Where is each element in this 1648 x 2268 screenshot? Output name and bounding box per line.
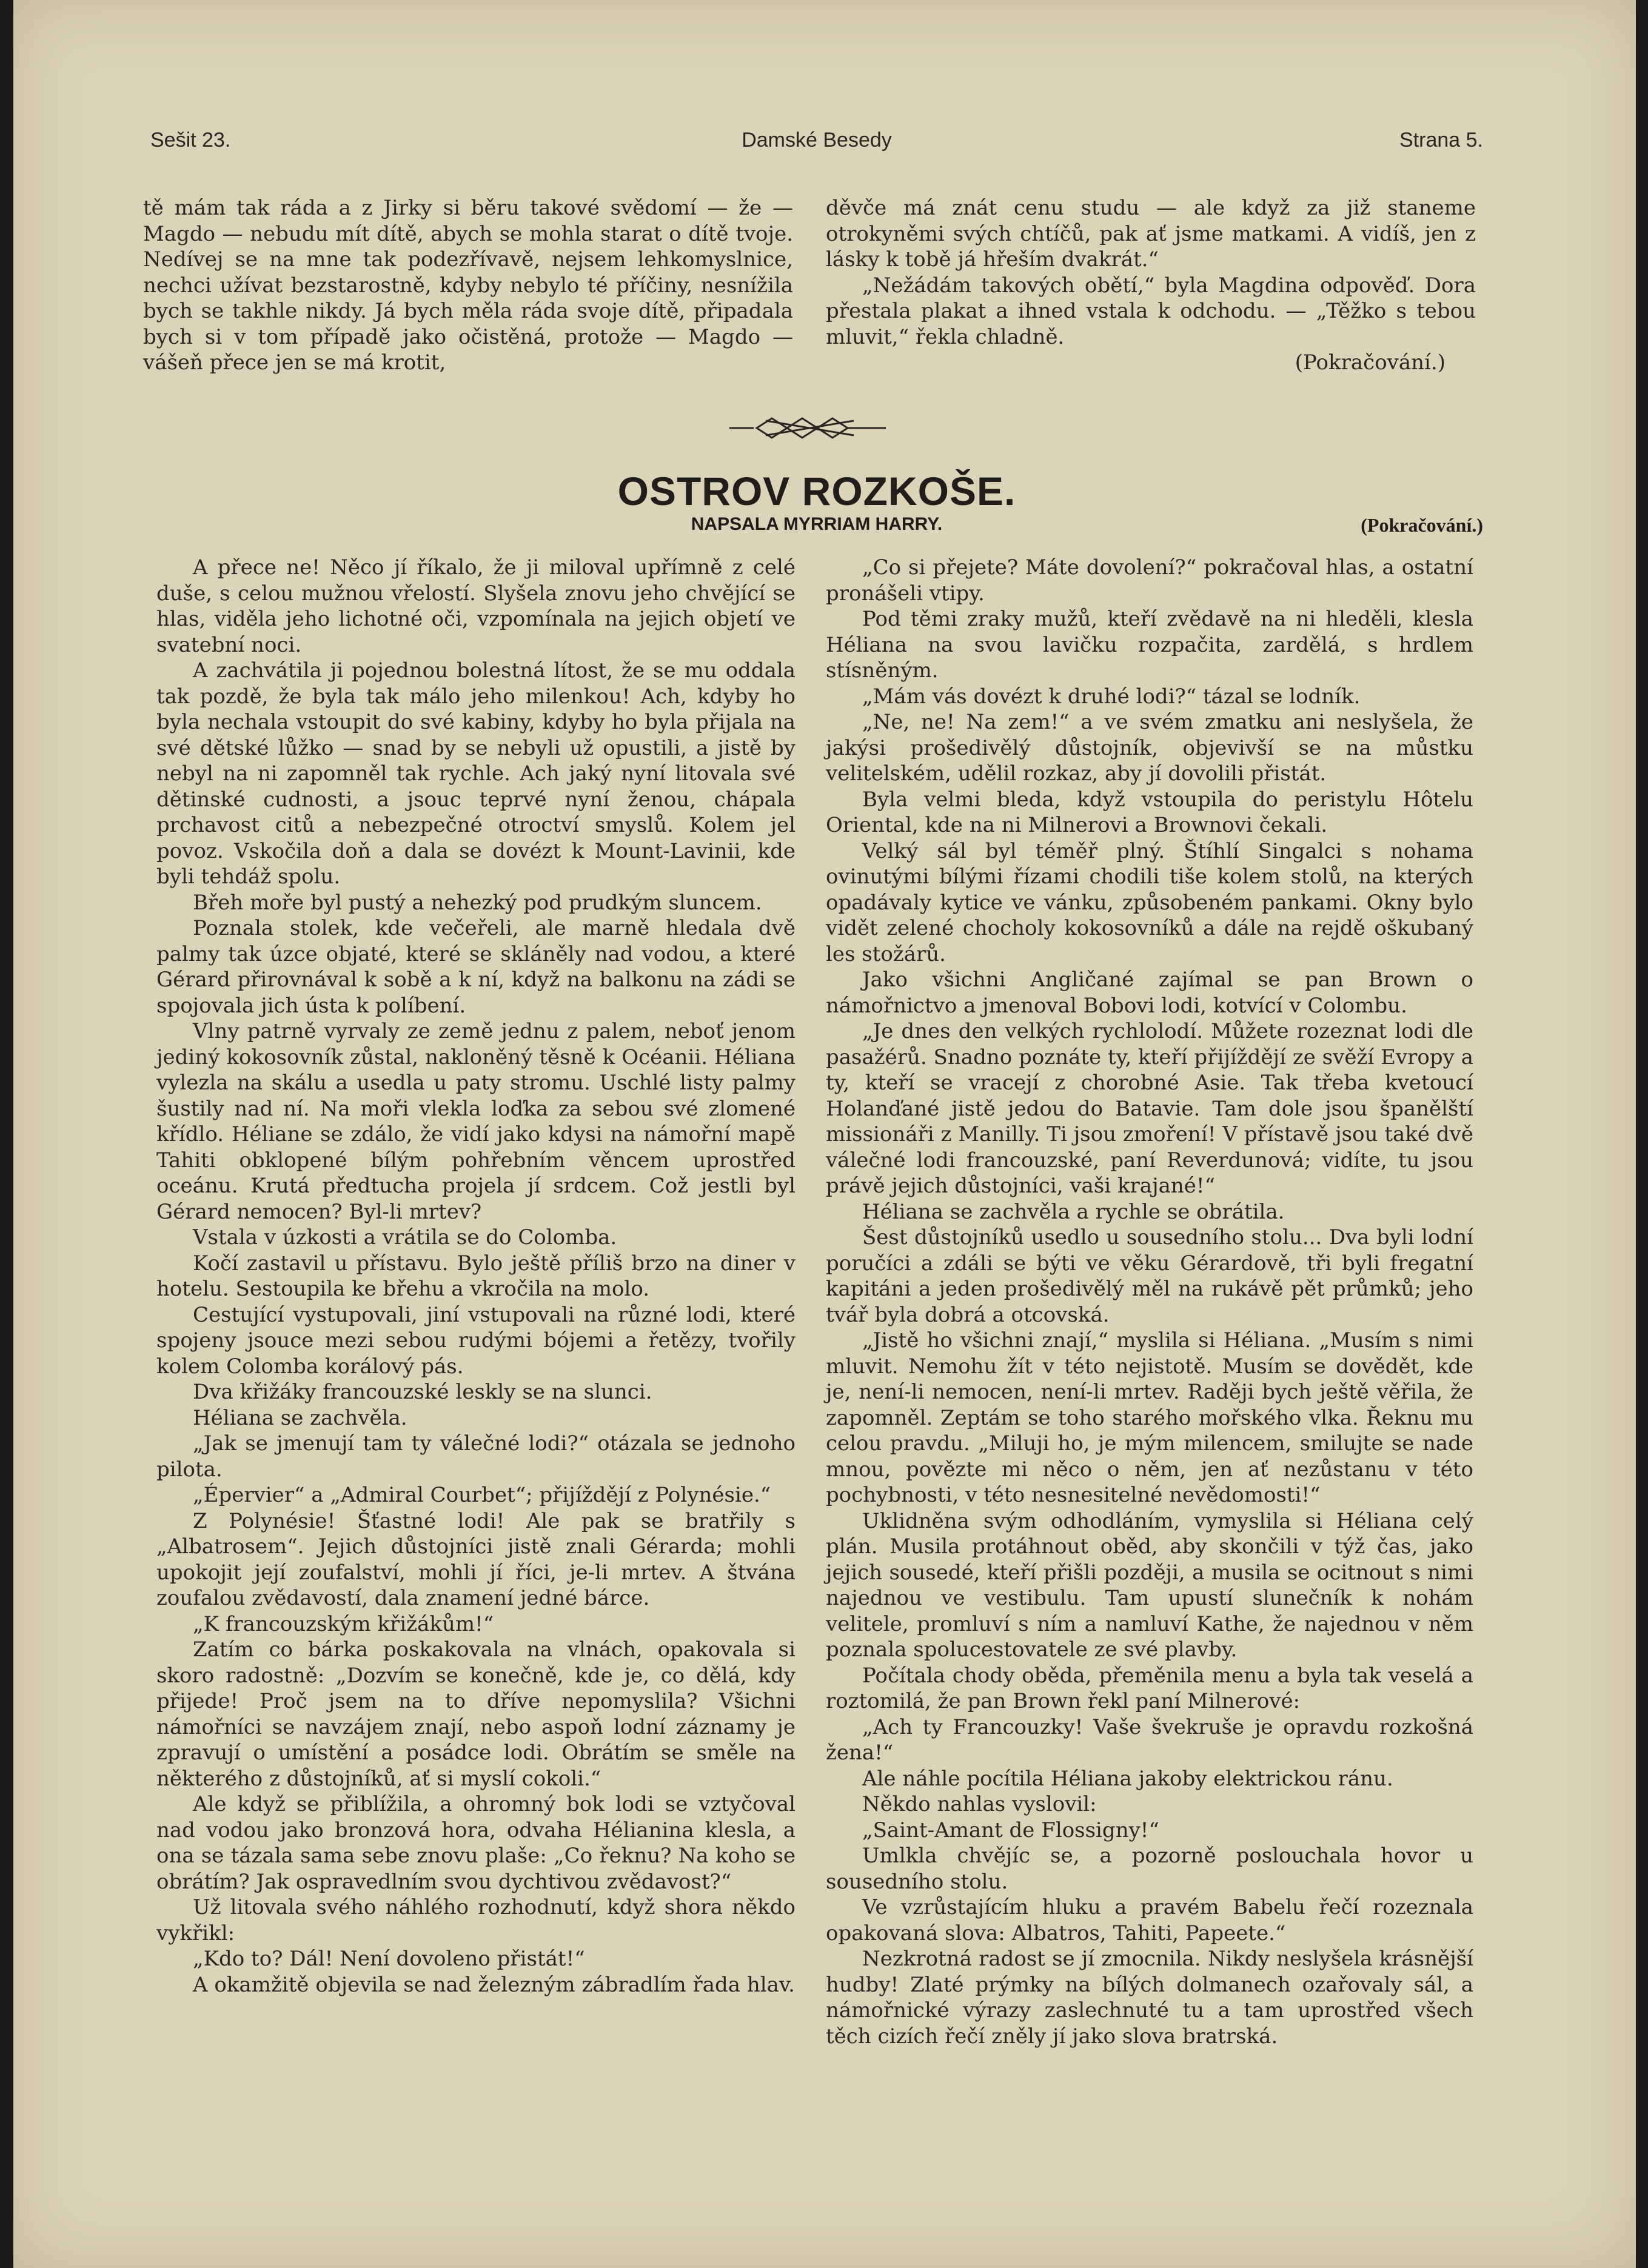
paragraph: „Jistě ho všichni znají,“ myslila si Héliana. „Musím s nimi mluvit. Nemohu žít v této nejistotě. Musím se dovědět, kde je, není-li nemocen, není-li mrtev. Raději bych ještě věřila, že zapomněl. Zeptám se toho starého mořského vlka. Řeknu mu celou pravdu. „Miluji ho, je mým milencem, smilujte se nade mnou, povězte mi něco o něm, jen ať nezůstanu v této pochybnosti, v této nesnesitelné nevědomosti!“ [826, 1328, 1473, 1507]
paragraph: Poznala stolek, kde večeřeli, ale marně hledala dvě palmy tak úzce objaté, které se skláněly nad vodou, a které Gérard přirovnával k sobě a k ní, když na balkonu na zádi se spojovala jich ústa k políbení. [156, 916, 796, 1018]
page-number: Strana 5. [1399, 129, 1483, 152]
article-title: OSTROV ROZKOŠE. [617, 469, 1016, 513]
previous-story-left [143, 195, 793, 376]
continuation-note: (Pokračování.) [1361, 514, 1483, 536]
paragraph: „Nežádám takových obětí,“ byla Magdina odpověď. Dora přestala plakat a ihned vstala k odchodu. — „Těžko s tebou mluvit,“ řekla chladně. [826, 273, 1476, 349]
paragraph: „Je dnes den velkých rychlolodí. Můžete rozeznat lodi dle pasažérů. Snadno poznáte ty, kteří přijíždějí ze svěží Evropy a ty, kteří se vracejí z chorobné Asie. Tak třeba kvetoucí Holanďané jistě jedou do Batavie. Tam dole jsou španělští missionáři z Manilly. Ti jsou zmoření! V přístavě jsou také dvě válečné lodi francouzské, paní Reverdunová; vidíte, tu jsou právě jejich důstojníci, vaši krajané!“ [826, 1019, 1473, 1198]
paragraph: Umlkla chvějíc se, a pozorně poslouchala hovor u sousedního stolu. [826, 1844, 1473, 1894]
article-left-column [156, 555, 796, 1998]
paragraph: Pod těmi zraky mužů, kteří zvědavě na ni hleděli, klesla Héliana na svou lavičku rozpačita, zardělá, s hrdlem stísněným. [826, 607, 1473, 683]
paragraph: Z Polynésie! Šťastné lodi! Ale pak se bratřily s „Albatrosem“. Jejich důstojníci jistě znali Gérarda; mohli upokojit její zoufalství, mohli jí říci, je-li mrtev. A štvána zoufalou zvědavostí, dala znamení jedné bárce. [156, 1508, 796, 1610]
paragraph: „Épervier“ a „Admiral Courbet“; přijíždějí z Polynésie.“ [193, 1483, 771, 1507]
paragraph: A zachvátila ji pojednou bolestná lítost, že se mu oddala tak pozdě, že byla tak málo jeho milenkou! Ach, kdyby ho byla nechala vstoupit do své kabiny, kdyby ho byla přijala na své dětské lůžko — snad by se nebyli už opustili, a jistě by nebyl na ni zapomněl tak rychle. Ach jaký nyní litovala své dětinské cudnosti, a jsouc teprvé nyní ženou, chápala prchavost citů a nebezpečné otroctví smyslů. Kolem jel povoz. Vskočila doň a dala se dovézt k Mount-Lavinii, kde byli tehdáž spolu. [156, 658, 796, 889]
paragraph: Kočí zastavil u přístavu. Bylo ještě příliš brzo na diner v hotelu. Sestoupila ke břehu a vkročila na molo. [156, 1251, 796, 1301]
previous-story-right [826, 195, 1476, 376]
paragraph: Ve vzrůstajícím hluku a pravém Babelu řečí rozeznala opakovaná slova: Albatros, Tahiti, Papeete.“ [826, 1895, 1473, 1945]
paragraph: Šest důstojníků usedlo u sousedního stolu... Dva byli lodní poručíci a zdáli se býti ve věku Gérardově, tři byli fregatní kapitáni a jeden prošedivělý měl na rukávě pět průmků; jeho tvář byla dobrá a otcovská. [826, 1225, 1473, 1327]
paragraph: Uklidněna svým odhodláním, vymyslila si Héliana celý plán. Musila protáhnout oběd, aby skončili v týž čas, jako jejich sousedé, kteří přišli později, a musila se ocitnout s nimi najednou ve vestibulu. Tam upustí slunečník k nohám velitele, promluví s ním a namluví Kathe, že najednou v něm poznala spolucestovatele ze své plavby. [826, 1508, 1473, 1662]
byline [150, 514, 1483, 541]
paragraph: Někdo nahlas vyslovil: [862, 1792, 1097, 1816]
paragraph: „Mám vás dovézt k druhé lodi?“ tázal se lodník. [862, 684, 1361, 709]
paragraph: tě mám tak ráda a z Jirky si běru takové svědomí — že — Magdo — nebudu mít dítě, abych se mohla starat o dítě tvoje. Nedívej se na mne tak podezřívavě, nejsem lehkomyslnice, nechci užívat bezstarostně, kdyby nebylo té příčiny, nesnížila bych se takhle nikdy. Já bych měla ráda svoje dítě, připadala bych si v tom případě jako očistěná, protože — Magdo — vášeň přece jen se má krotit, [143, 196, 793, 375]
paragraph: děvče má znát cenu studu — ale když za již staneme otrokyněmi svých chtíčů, pak ať jsme matkami. A vidíš, jen z lásky k tobě já hřeším dvakrát.“ [826, 196, 1476, 272]
continuation-note: (Pokračování.) [1295, 350, 1445, 375]
running-header [150, 129, 1483, 165]
paragraph: Ale náhle pocítila Héliana jakoby elektrickou ránu. [862, 1766, 1393, 1791]
author-line: NAPSALA MYRRIAM HARRY. [691, 514, 943, 534]
paragraph: Dva křižáky francouzské leskly se na slunci. [193, 1380, 652, 1404]
paragraph: Vlny patrně vyrvaly ze země jednu z palem, neboť jenom jediný kokosovník zůstal, nakloněný těsně k Océanii. Héliana vylezla na skálu a usedla u paty stromu. Uschlé listy palmy šustily nad ní. Na moři vlekla loďka za sebou své zlomené křídlo. Héliane se zdálo, že vidí jako kdysi na námořní mapě Tahiti obklopené bílým pohřebním věncem uprostřed oceánu. Krutá předtucha projela jí srdcem. Což jestli byl Gérard nemocen? Byl-li mrtev? [156, 1019, 796, 1224]
paragraph: A přece ne! Něco jí říkalo, že ji miloval upřímně z celé duše, s celou mužnou vřelostí. Slyšela znovu jeho chvějící se hlas, viděla jeho lichotné oči, vzpomínala na jejich objetí ve svatební noci. [156, 555, 796, 657]
journal-title: Damské Besedy [742, 129, 892, 152]
paragraph: „Co si přejete? Máte dovolení?“ pokračoval hlas, a ostatní pronášeli vtipy. [826, 555, 1473, 606]
paragraph: „K francouzským křižákům!“ [193, 1611, 494, 1636]
paragraph: Byla velmi bleda, když vstoupila do peristylu Hôtelu Oriental, kde na ni Milnerovi a Brownovi čekali. [826, 787, 1473, 837]
paragraph: „Saint-Amant de Flossigny!“ [862, 1818, 1159, 1842]
paragraph: Nezkrotná radost se jí zmocnila. Nikdy neslyšela krásnější hudby! Zlaté prýmky na bílých dolmanech ozařovaly sál, a námořnické výrazy zaslechnuté tu a tam uprostřed všech těch cizích řečí zněly jí jako slova bratrská. [826, 1947, 1473, 2049]
paragraph: Ale když se přiblížila, a ohromný bok lodi se vztyčoval nad vodou jako bronzová hora, odvaha Hélianina klesla, a ona se tázala sama sebe znovu plaše: „Co řeknu? Na koho se obrátím? Jak ospravedlním svou dychtivou zvědavost?“ [156, 1792, 796, 1894]
paragraph: Jako všichni Angličané zajímal se pan Brown o námořnictvo a jmenoval Bobovi lodi, kotvící v Colombu. [826, 968, 1473, 1018]
issue-number: Sešit 23. [150, 129, 231, 152]
paragraph: Héliana se zachvěla a rychle se obrátila. [862, 1199, 1285, 1224]
paragraph: Cestující vystupovali, jiní vstupovali na různé lodi, které spojeny jsouce mezi sebou rudými bójemi a řetězy, tvořily kolem Colomba korálový pás. [156, 1302, 796, 1379]
paragraph: Počítala chody oběda, přeměnila menu a byla tak veselá a roztomilá, že pan Brown řekl paní Milnerové: [826, 1663, 1473, 1713]
paragraph: „Ne, ne! Na zem!“ a ve svém zmatku ani neslyšela, že jakýsi prošedivělý důstojník, objevivší se na můstku velitelském, udělil rozkaz, aby jí dovolili přistát. [826, 710, 1473, 786]
paragraph: Velký sál byl téměř plný. Štíhlí Singalci s nohama ovinutými bílými řízami chodili tiše kolem stolů, na kterých opadávaly kytice ve vánku, způsobeném pankami. Okny bylo vidět zelené chocholy kokosovníků a dále na rejdě oškubaný les stožárů. [826, 838, 1473, 966]
paragraph: Vstala v úzkosti a vrátila se do Colomba. [193, 1225, 617, 1249]
paragraph: Héliana se zachvěla. [193, 1405, 407, 1430]
paragraph: A okamžitě objevila se nad železným zábradlím řada hlav. [193, 1972, 795, 1997]
paragraph: „Jak se jmenují tam ty válečné lodi?“ otázala se jednoho pilota. [156, 1431, 796, 1482]
article-right-column [826, 555, 1473, 2049]
paragraph: „Ach ty Francouzky! Vaše švekruše je opravdu rozkošná žena!“ [826, 1714, 1473, 1765]
paragraph: Břeh moře byl pustý a nehezký pod prudkým sluncem. [193, 890, 762, 915]
paragraph: Zatím co bárka poskakovala na vlnách, opakovala si skoro radostně: „Dozvím se konečně, kde je, co dělá, kdy přijede! Proč jsem na to dříve nepomyslila? Všichni námořníci se navzájem znají, nebo aspoň lodní záznamy je zpravují o umístění a posádce lodi. Obrátím se směle na některého z důstojníků, ať si myslí cokoli.“ [156, 1637, 796, 1791]
page [13, 0, 1636, 2268]
paragraph: Už litovala svého náhlého rozhodnutí, když shora někdo vykřikl: [156, 1895, 796, 1945]
ornament-divider [729, 410, 886, 446]
paragraph: „Kdo to? Dál! Není dovoleno přistát!“ [193, 1947, 585, 1971]
